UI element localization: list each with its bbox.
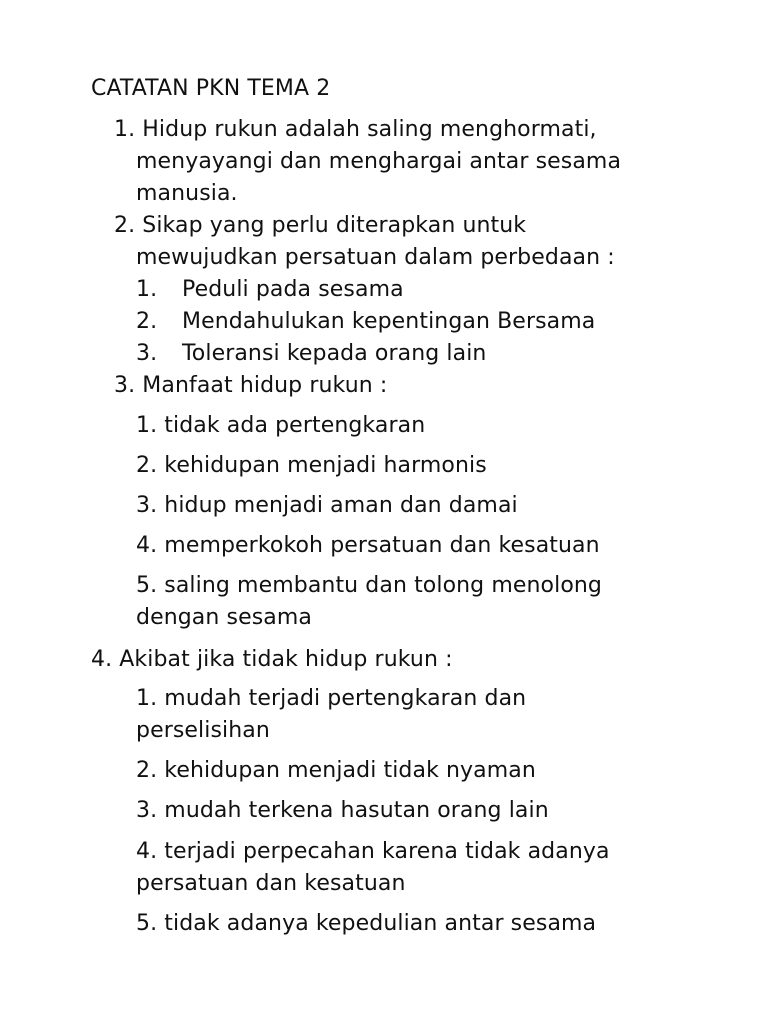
item1-line3: manusia.	[136, 181, 238, 206]
item2-subitem	[136, 274, 404, 306]
subitem-number: 3.	[136, 341, 158, 366]
item2-line2: mewujudkan persatuan dalam perbedaan :	[136, 245, 615, 270]
page-title: CATATAN PKN TEMA 2	[91, 76, 331, 101]
item4-point: 5. tidak adanya kepedulian antar sesama	[136, 911, 597, 936]
item4-point-continuation: persatuan dan kesatuan	[136, 871, 406, 896]
item3-point: 4. memperkokoh persatuan dan kesatuan	[136, 533, 600, 558]
item2-subitem	[136, 338, 486, 370]
item4-point: 3. mudah terkena hasutan orang lain	[136, 798, 549, 823]
item3-point: 1. tidak ada pertengkaran	[136, 413, 426, 438]
item2-subitem	[136, 306, 595, 338]
item4-point: 2. kehidupan menjadi tidak nyaman	[136, 758, 536, 783]
subitem-number: 1.	[136, 277, 158, 302]
item3-point: 3. hidup menjadi aman dan damai	[136, 493, 518, 518]
subitem-text: Peduli pada sesama	[182, 277, 404, 302]
item1-line2: menyayangi dan menghargai antar sesama	[136, 149, 622, 174]
subitem-number: 2.	[136, 309, 158, 334]
item2-line1: 2. Sikap yang perlu diterapkan untuk	[114, 213, 527, 238]
item4-point: 1. mudah terjadi pertengkaran dan	[136, 686, 527, 711]
subitem-text: Mendahulukan kepentingan Bersama	[182, 309, 596, 334]
item4-point-continuation: perselisihan	[136, 718, 270, 743]
subitem-text: Toleransi kepada orang lain	[182, 341, 487, 366]
item4-heading: 4. Akibat jika tidak hidup rukun :	[91, 647, 453, 672]
item3-point: 2. kehidupan menjadi harmonis	[136, 453, 487, 478]
item1-line1: 1. Hidup rukun adalah saling menghormati,	[114, 117, 597, 142]
item3-heading: 3. Manfaat hidup rukun :	[114, 373, 388, 398]
item3-point-continuation: dengan sesama	[136, 605, 312, 630]
item3-point: 5. saling membantu dan tolong menolong	[136, 573, 602, 598]
item4-point: 4. terjadi perpecahan karena tidak adanya	[136, 839, 610, 864]
